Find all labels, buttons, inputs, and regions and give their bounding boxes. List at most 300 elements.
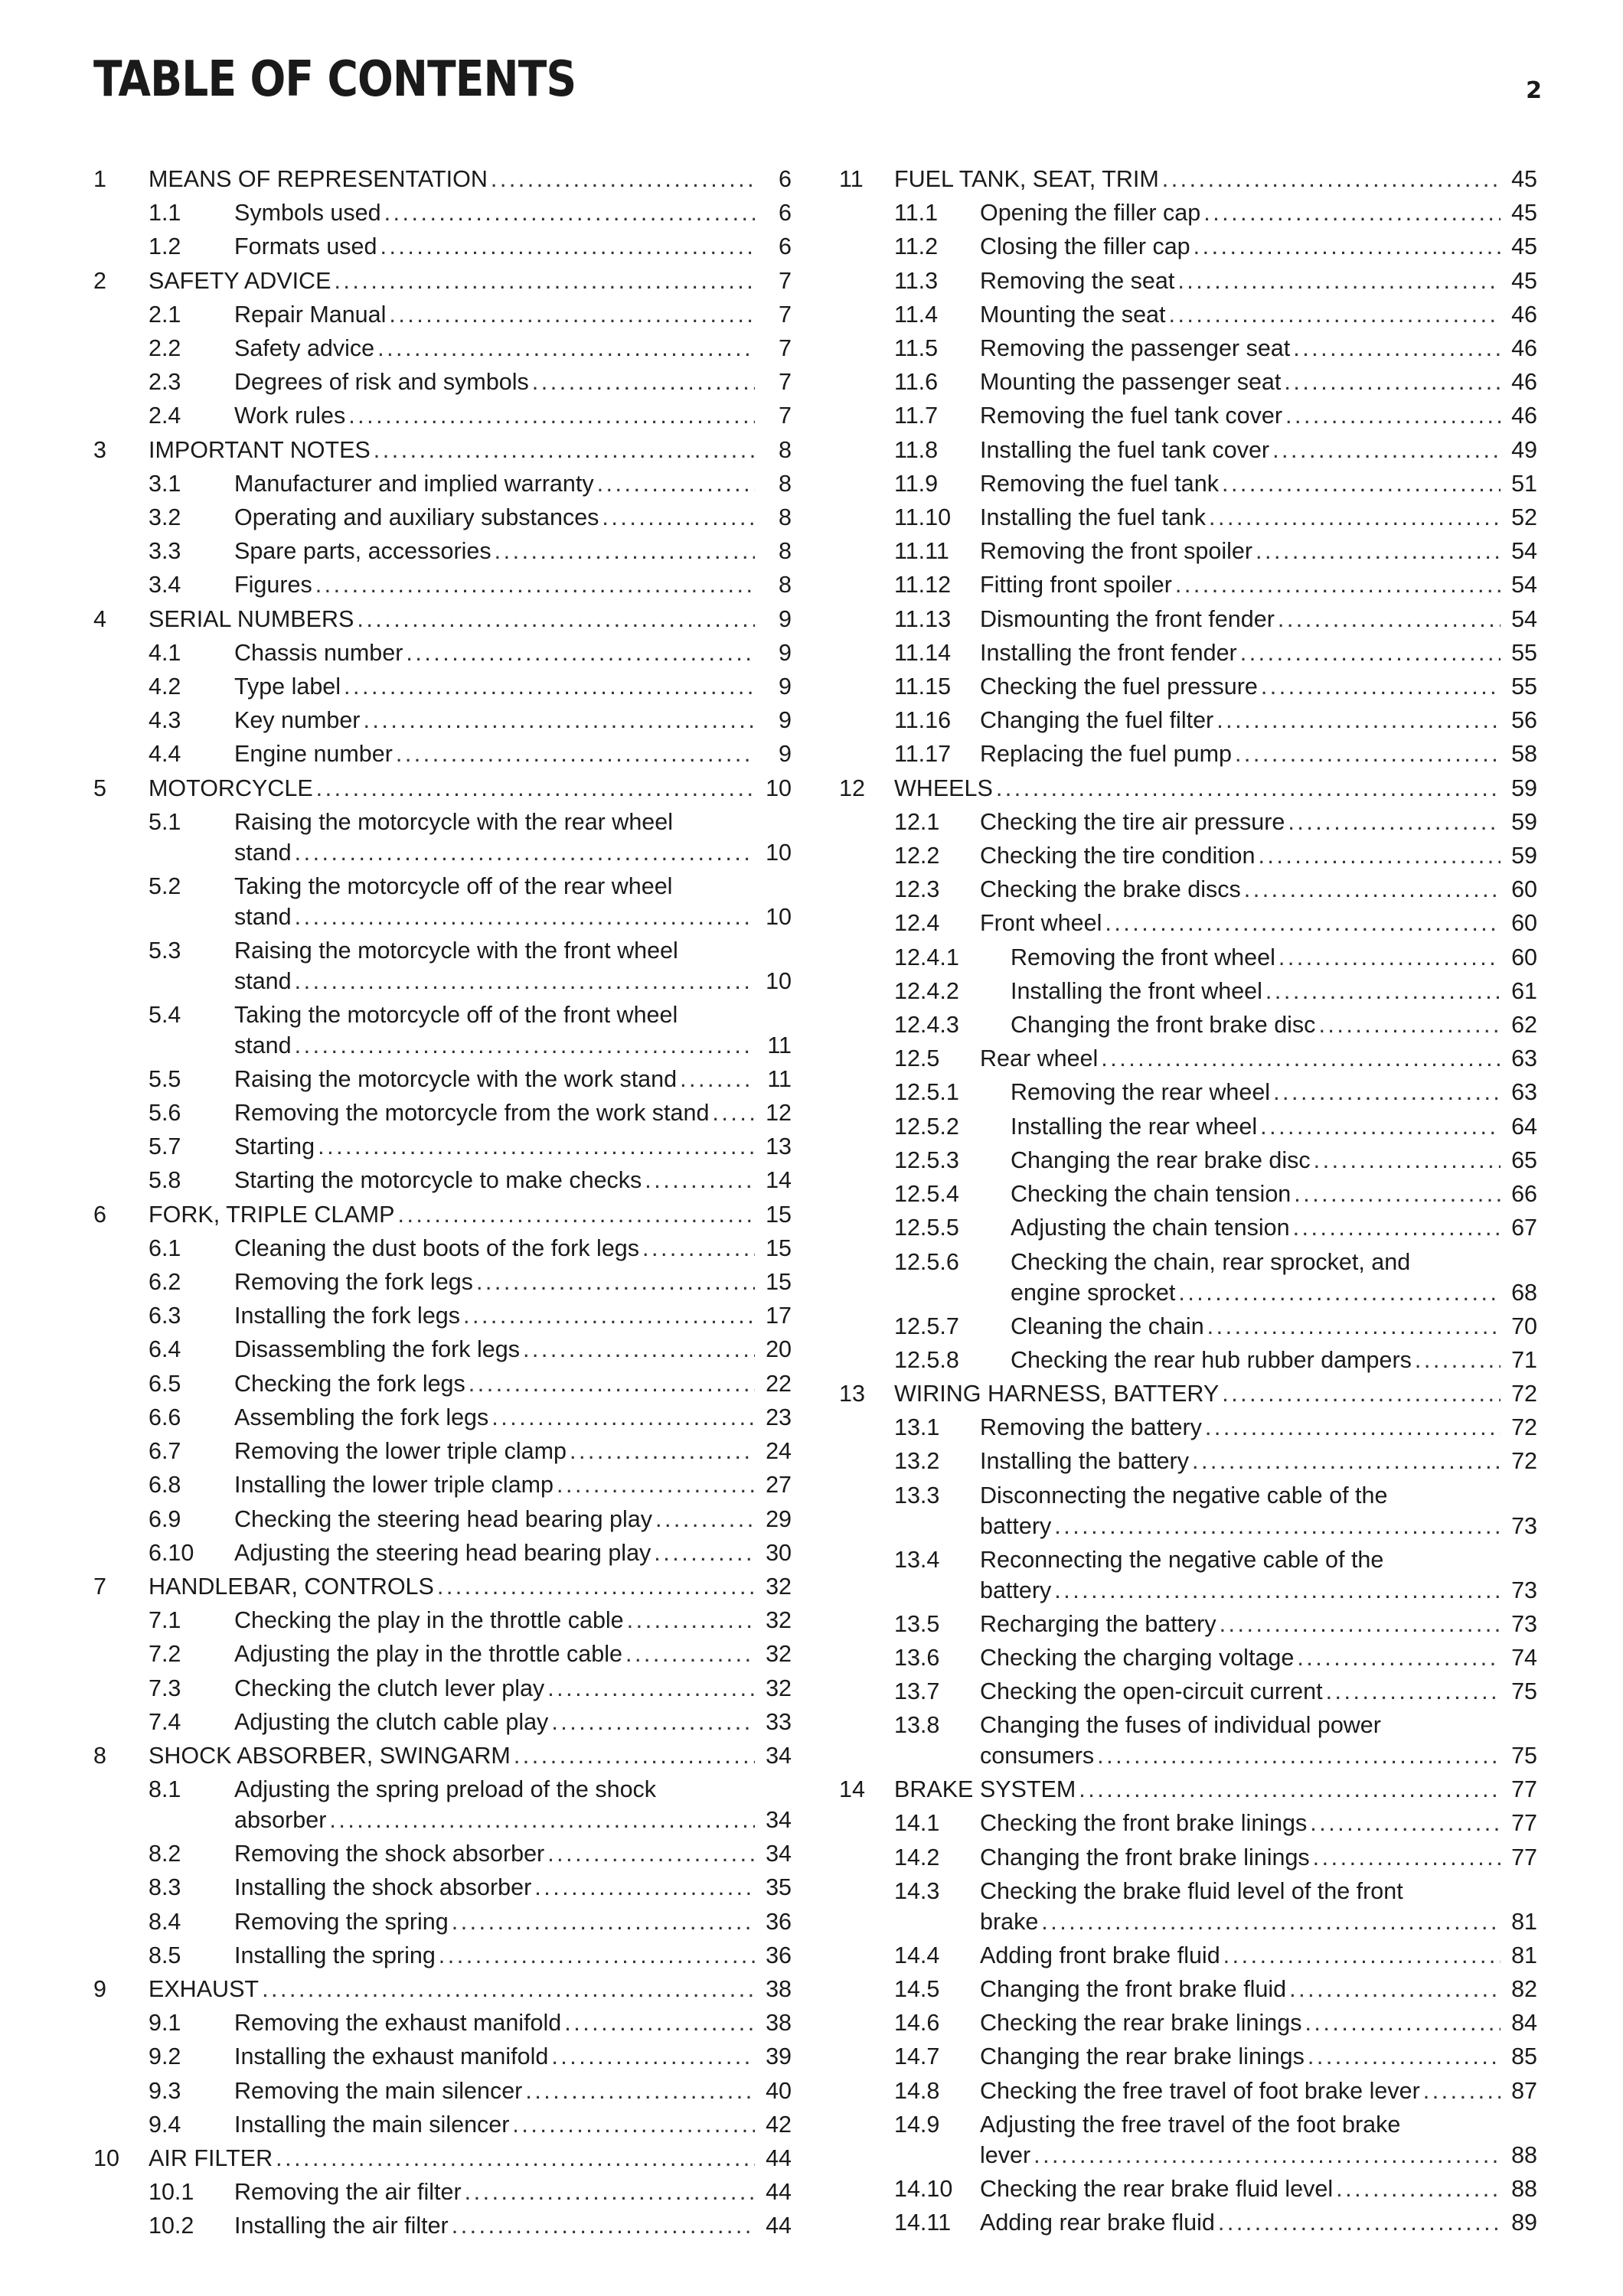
toc-entry[interactable] xyxy=(93,1231,792,1265)
toc-entry[interactable] xyxy=(839,2108,1537,2172)
toc-entry[interactable] xyxy=(839,467,1537,501)
toc-entry[interactable] xyxy=(839,331,1537,365)
toc-entry[interactable] xyxy=(93,1332,792,1366)
toc-entry-page: 54 xyxy=(1511,605,1537,632)
toc-entry-number: 3.4 xyxy=(149,572,181,598)
toc-entry[interactable] xyxy=(839,2206,1537,2239)
toc-entry[interactable] xyxy=(839,1411,1537,1444)
toc-entry-page: 8 xyxy=(779,436,792,463)
toc-entry-page: 32 xyxy=(766,1573,792,1600)
dot-leader xyxy=(1318,1008,1501,1042)
toc-entry-number: 14.4 xyxy=(894,1942,940,1968)
toc-entry[interactable] xyxy=(93,1367,792,1401)
toc-entry[interactable] xyxy=(839,1806,1537,1840)
toc-entry-title: Checking the tire air pressure xyxy=(980,808,1285,835)
toc-left-column xyxy=(93,162,792,2243)
toc-entry[interactable] xyxy=(93,1705,792,1739)
toc-entry[interactable] xyxy=(93,1163,792,1197)
toc-entry-page: 59 xyxy=(1511,843,1537,869)
toc-entry[interactable] xyxy=(839,1143,1537,1177)
toc-entry[interactable] xyxy=(93,703,792,737)
toc-entry[interactable] xyxy=(93,805,792,869)
toc-entry[interactable] xyxy=(93,602,792,636)
toc-entry-title: Mounting the passenger seat xyxy=(980,369,1282,396)
toc-entry-title: Adjusting the clutch cable play xyxy=(234,1708,549,1735)
toc-entry-title: Manufacturer and implied warranty xyxy=(234,470,594,497)
toc-entry[interactable] xyxy=(839,941,1537,974)
toc-entry-number: 11.5 xyxy=(894,335,939,362)
toc-entry-number: 1 xyxy=(93,166,106,192)
toc-entry-number: 14.7 xyxy=(894,2043,940,2070)
toc-entry-title: Checking the charging voltage xyxy=(980,1644,1295,1671)
toc-entry[interactable] xyxy=(839,1444,1537,1478)
toc-entry[interactable] xyxy=(839,1607,1537,1641)
toc-entry-title: Adjusting the free travel of the foot brake xyxy=(980,2111,1401,2138)
toc-entry[interactable] xyxy=(839,568,1537,602)
dot-leader xyxy=(547,1671,755,1705)
toc-entry[interactable] xyxy=(839,602,1537,636)
toc-entry[interactable] xyxy=(93,1972,792,2006)
toc-entry-title: Checking the rear hub rubber dampers xyxy=(1011,1346,1412,1373)
toc-entry[interactable] xyxy=(93,467,792,501)
dot-leader xyxy=(602,501,755,534)
toc-entry-number: 6.7 xyxy=(149,1438,181,1465)
toc-entry-number: 7 xyxy=(93,1573,106,1600)
toc-entry-page: 10 xyxy=(766,967,792,994)
toc-entry[interactable] xyxy=(839,1939,1537,1972)
toc-entry[interactable] xyxy=(839,1177,1537,1211)
toc-entry-title: Removing the motorcycle from the work stand xyxy=(234,1100,710,1127)
dot-leader xyxy=(1308,2040,1501,2073)
toc-entry[interactable] xyxy=(93,2006,792,2040)
toc-entry[interactable] xyxy=(93,196,792,230)
toc-entry-title: Installing the fork legs xyxy=(234,1303,460,1329)
dot-leader xyxy=(334,264,755,298)
toc-entry-page: 6 xyxy=(779,200,792,227)
toc-entry[interactable] xyxy=(839,1377,1537,1411)
toc-entry-page: 34 xyxy=(766,1807,792,1834)
toc-entry[interactable] xyxy=(839,1211,1537,1244)
toc-entry-title: Degrees of risk and symbols xyxy=(234,369,529,396)
toc-entry-title: Adjusting the spring preload of the shock xyxy=(234,1776,657,1803)
dot-leader xyxy=(1178,1277,1501,1308)
toc-entry-title: FORK, TRIPLE CLAMP xyxy=(149,1201,395,1228)
toc-entry-title: Checking the rear brake fluid level xyxy=(980,2175,1334,2202)
toc-entry-page: 10 xyxy=(766,839,792,866)
toc-entry-title: Checking the open-circuit current xyxy=(980,1678,1323,1704)
toc-entry[interactable] xyxy=(839,1972,1537,2006)
toc-entry-number: 3.2 xyxy=(149,504,181,531)
toc-entry[interactable] xyxy=(93,162,792,196)
dot-leader xyxy=(439,1939,755,1972)
toc-entry-title: Installing the shock absorber xyxy=(234,1874,532,1901)
toc-entry[interactable] xyxy=(93,2209,792,2242)
toc-entry[interactable] xyxy=(93,365,792,399)
toc-entry-number: 12.4.1 xyxy=(894,944,959,970)
toc-entry[interactable] xyxy=(93,568,792,602)
dot-leader xyxy=(452,2209,755,2242)
toc-entry-page: 14 xyxy=(766,1167,792,1194)
toc-entry-number: 4.1 xyxy=(149,639,181,666)
dot-leader xyxy=(564,2006,755,2040)
dot-leader xyxy=(1209,501,1501,534)
toc-entry[interactable] xyxy=(839,636,1537,670)
toc-entry[interactable] xyxy=(93,230,792,263)
toc-entry-number: 11.1 xyxy=(894,200,939,227)
toc-entry-title: Closing the filler cap xyxy=(980,233,1190,260)
toc-entry-page: 7 xyxy=(779,301,792,328)
toc-entry[interactable] xyxy=(839,670,1537,703)
toc-entry-page: 54 xyxy=(1511,538,1537,565)
toc-entry-title: Disconnecting the negative cable of the xyxy=(980,1482,1388,1508)
dot-leader xyxy=(642,1231,755,1265)
toc-entry-number: 4.2 xyxy=(149,673,181,700)
toc-entry[interactable] xyxy=(839,872,1537,906)
dot-leader xyxy=(532,365,755,399)
toc-entry[interactable] xyxy=(839,399,1537,432)
toc-entry[interactable] xyxy=(93,1570,792,1603)
toc-entry[interactable] xyxy=(93,1603,792,1637)
toc-entry[interactable] xyxy=(839,298,1537,331)
dot-leader xyxy=(1220,1607,1501,1641)
toc-entry[interactable] xyxy=(93,1130,792,1163)
toc-entry-page: 44 xyxy=(766,2179,792,2206)
toc-entry[interactable] xyxy=(839,839,1537,872)
toc-entry-page: 81 xyxy=(1511,1942,1537,1968)
toc-entry-title-continued: battery xyxy=(980,1577,1052,1603)
toc-entry[interactable] xyxy=(93,2074,792,2108)
dot-leader xyxy=(712,1096,755,1130)
toc-entry[interactable] xyxy=(93,1096,792,1130)
dot-leader xyxy=(1258,839,1501,872)
toc-entry-page: 8 xyxy=(779,470,792,497)
toc-entry-number: 11 xyxy=(839,166,864,192)
toc-entry[interactable] xyxy=(93,1536,792,1570)
toc-entry[interactable] xyxy=(839,1874,1537,1939)
toc-entry-page: 73 xyxy=(1511,1610,1537,1637)
toc-entry-page: 60 xyxy=(1511,876,1537,903)
toc-entry-title: Checking the fuel pressure xyxy=(980,673,1258,700)
dot-leader xyxy=(1293,1211,1501,1244)
toc-entry[interactable] xyxy=(93,1434,792,1468)
toc-right-column xyxy=(839,162,1537,2239)
toc-entry-title: Mounting the seat xyxy=(980,301,1166,328)
dot-leader xyxy=(645,1163,755,1197)
toc-entry-number: 12.2 xyxy=(894,843,940,869)
dot-leader xyxy=(1260,1110,1501,1143)
toc-entry-title: Checking the free travel of foot brake lever xyxy=(980,2077,1420,2104)
toc-entry-number: 14.10 xyxy=(894,2175,953,2202)
toc-entry[interactable] xyxy=(839,1773,1537,1806)
toc-entry-title: Checking the rear brake linings xyxy=(980,2010,1302,2037)
dot-leader xyxy=(363,703,755,737)
toc-entry-page: 58 xyxy=(1511,741,1537,768)
toc-entry[interactable] xyxy=(93,501,792,534)
toc-entry[interactable] xyxy=(93,2141,792,2175)
toc-entry-number: 12.4.3 xyxy=(894,1012,959,1039)
toc-entry-number: 14.11 xyxy=(894,2209,952,2236)
toc-entry-number: 2.1 xyxy=(149,301,181,328)
toc-entry[interactable] xyxy=(93,298,792,331)
dot-leader xyxy=(1273,1075,1501,1109)
toc-entry-title-continued: consumers xyxy=(980,1743,1095,1769)
toc-entry-page: 24 xyxy=(766,1438,792,1465)
toc-entry-number: 5.6 xyxy=(149,1100,181,1127)
toc-entry[interactable] xyxy=(93,636,792,670)
toc-entry[interactable] xyxy=(93,1939,792,1972)
toc-entry-number: 14.6 xyxy=(894,2010,940,2037)
toc-entry[interactable] xyxy=(839,365,1537,399)
toc-entry[interactable] xyxy=(839,703,1537,737)
dot-leader xyxy=(344,670,755,703)
toc-entry[interactable] xyxy=(839,1641,1537,1675)
toc-entry-page: 60 xyxy=(1511,944,1537,970)
toc-entry[interactable] xyxy=(93,1870,792,1904)
toc-entry-page: 20 xyxy=(766,1336,792,1363)
toc-entry[interactable] xyxy=(839,1008,1537,1042)
toc-entry[interactable] xyxy=(93,1837,792,1870)
toc-entry[interactable] xyxy=(839,1343,1537,1377)
toc-entry[interactable] xyxy=(839,1245,1537,1309)
dot-leader xyxy=(1244,872,1501,906)
toc-entry-title: MOTORCYCLE xyxy=(149,775,313,801)
toc-entry[interactable] xyxy=(839,2074,1537,2108)
toc-entry-page: 7 xyxy=(779,267,792,294)
toc-entry-page: 77 xyxy=(1511,1844,1537,1870)
dot-leader xyxy=(680,1062,755,1096)
toc-entry-page: 75 xyxy=(1511,1678,1537,1704)
dot-leader xyxy=(1168,298,1501,331)
toc-entry-title: Checking the front brake linings xyxy=(980,1810,1308,1837)
toc-entry-title-continued: battery xyxy=(980,1512,1052,1539)
toc-entry-title: Checking the clutch lever play xyxy=(234,1675,545,1701)
toc-entry-page: 63 xyxy=(1511,1045,1537,1072)
toc-entry[interactable] xyxy=(93,433,792,467)
toc-entry[interactable] xyxy=(839,2040,1537,2073)
toc-entry-number: 10 xyxy=(93,2144,119,2171)
toc-entry[interactable] xyxy=(839,906,1537,940)
dot-leader xyxy=(348,399,755,432)
toc-entry-title: Engine number xyxy=(234,741,393,768)
toc-entry-page: 46 xyxy=(1511,403,1537,429)
dot-leader xyxy=(295,837,755,868)
toc-entry[interactable] xyxy=(839,1543,1537,1607)
toc-entry-page: 89 xyxy=(1511,2209,1537,2236)
toc-entry-page: 71 xyxy=(1511,1346,1537,1373)
dot-leader xyxy=(1194,230,1501,263)
toc-entry[interactable] xyxy=(93,534,792,568)
toc-entry-title: Key number xyxy=(234,707,361,734)
dot-leader xyxy=(1054,1575,1501,1606)
toc-entry-number: 12.5.1 xyxy=(894,1079,959,1106)
dot-leader xyxy=(1305,2006,1501,2040)
toc-entry[interactable] xyxy=(839,1708,1537,1773)
dot-leader xyxy=(1175,568,1501,602)
toc-entry[interactable] xyxy=(839,771,1537,805)
toc-entry-page: 9 xyxy=(779,707,792,734)
dot-leader xyxy=(1272,433,1501,467)
toc-entry-number: 14.1 xyxy=(894,1810,940,1837)
dot-leader xyxy=(523,1332,755,1366)
toc-entry-number: 13.1 xyxy=(894,1414,940,1441)
toc-entry[interactable] xyxy=(93,2175,792,2209)
toc-entry[interactable] xyxy=(839,1042,1537,1075)
toc-entry-number: 4 xyxy=(93,605,106,632)
toc-entry[interactable] xyxy=(839,1309,1537,1343)
toc-entry[interactable] xyxy=(93,1468,792,1502)
toc-entry-title: Removing the spring xyxy=(234,1908,449,1935)
toc-entry-number: 12.5.6 xyxy=(894,1248,959,1275)
toc-entry[interactable] xyxy=(839,230,1537,263)
toc-entry-page: 38 xyxy=(766,2010,792,2037)
toc-entry-title: Checking the chain tension xyxy=(1011,1181,1292,1208)
toc-entry-number: 14.2 xyxy=(894,1844,940,1870)
toc-entry[interactable] xyxy=(839,1479,1537,1543)
toc-entry-number: 2.3 xyxy=(149,369,181,396)
toc-entry[interactable] xyxy=(93,737,792,771)
toc-entry-page: 32 xyxy=(766,1675,792,1701)
toc-entry-number: 7.4 xyxy=(149,1708,181,1735)
toc-entry-page: 85 xyxy=(1511,2043,1537,2070)
dot-leader xyxy=(1294,1177,1501,1211)
toc-entry[interactable] xyxy=(839,1110,1537,1143)
toc-entry-number: 12.3 xyxy=(894,876,940,903)
toc-entry[interactable] xyxy=(93,934,792,998)
toc-entry[interactable] xyxy=(93,1062,792,1096)
toc-entry[interactable] xyxy=(839,1675,1537,1708)
toc-entry-page: 72 xyxy=(1511,1448,1537,1475)
toc-entry[interactable] xyxy=(839,1841,1537,1874)
dot-leader xyxy=(1203,196,1501,230)
toc-entry[interactable] xyxy=(93,399,792,432)
toc-entry[interactable] xyxy=(93,1299,792,1332)
toc-entry[interactable] xyxy=(839,2006,1537,2040)
toc-entry[interactable] xyxy=(93,1671,792,1705)
toc-entry-title: Dismounting the front fender xyxy=(980,605,1275,632)
toc-entry-page: 66 xyxy=(1511,1181,1537,1208)
toc-entry-title: Changing the front brake linings xyxy=(980,1844,1310,1870)
dot-leader xyxy=(491,1401,755,1434)
dot-leader xyxy=(491,162,755,196)
toc-entry[interactable] xyxy=(93,264,792,298)
toc-entry[interactable] xyxy=(93,1773,792,1837)
toc-entry-title: MEANS OF REPRESENTATION xyxy=(149,166,488,192)
toc-entry[interactable] xyxy=(93,2040,792,2073)
dot-leader xyxy=(384,196,755,230)
toc-entry-page: 15 xyxy=(766,1234,792,1261)
dot-leader xyxy=(1041,1906,1501,1937)
dot-leader xyxy=(276,2141,755,2175)
dot-leader xyxy=(295,966,755,996)
toc-entry[interactable] xyxy=(839,196,1537,230)
toc-entry-title: Removing the front wheel xyxy=(1011,944,1275,970)
toc-entry[interactable] xyxy=(839,2172,1537,2206)
toc-entry-number: 6.2 xyxy=(149,1269,181,1296)
toc-entry-page: 49 xyxy=(1511,436,1537,463)
toc-entry-page: 77 xyxy=(1511,1810,1537,1837)
toc-entry-title: Starting xyxy=(234,1133,315,1160)
toc-entry[interactable] xyxy=(839,264,1537,298)
dot-leader xyxy=(1222,1377,1501,1411)
toc-entry-title: Formats used xyxy=(234,233,377,260)
toc-entry[interactable] xyxy=(93,1739,792,1773)
dot-leader xyxy=(295,1030,755,1061)
toc-entry-page: 46 xyxy=(1511,335,1537,362)
dot-leader xyxy=(1314,1143,1501,1177)
toc-entry[interactable] xyxy=(93,1265,792,1299)
toc-entry-number: 5.7 xyxy=(149,1133,181,1160)
dot-leader xyxy=(1223,1939,1501,1972)
dot-leader xyxy=(380,230,755,263)
toc-entry-title: Installing the rear wheel xyxy=(1011,1113,1258,1140)
toc-entry[interactable] xyxy=(93,1637,792,1671)
dot-leader xyxy=(1415,1343,1501,1377)
dot-leader xyxy=(1278,941,1501,974)
dot-leader xyxy=(1423,2074,1501,2108)
dot-leader xyxy=(315,568,755,602)
toc-entry-number: 8.4 xyxy=(149,1908,181,1935)
toc-entry[interactable] xyxy=(839,433,1537,467)
toc-entry-number: 3.1 xyxy=(149,470,181,497)
dot-leader xyxy=(1105,906,1501,940)
toc-entry-title-continued: stand xyxy=(234,903,292,930)
dot-leader xyxy=(1288,805,1501,839)
toc-entry[interactable] xyxy=(839,805,1537,839)
toc-entry[interactable] xyxy=(93,670,792,703)
toc-entry-page: 70 xyxy=(1511,1313,1537,1339)
dot-leader xyxy=(397,1198,755,1231)
toc-entry[interactable] xyxy=(93,869,792,934)
dot-leader xyxy=(597,467,755,501)
toc-entry-number: 11.12 xyxy=(894,572,952,598)
toc-entry-page: 59 xyxy=(1511,808,1537,835)
toc-entry[interactable] xyxy=(839,534,1537,568)
dot-leader xyxy=(627,1603,755,1637)
dot-leader xyxy=(316,771,755,805)
toc-entry-number: 6 xyxy=(93,1201,106,1228)
toc-entry-title: Symbols used xyxy=(234,200,381,227)
toc-entry[interactable] xyxy=(93,1198,792,1231)
toc-entry[interactable] xyxy=(839,1075,1537,1109)
toc-entry-number: 8.5 xyxy=(149,1942,181,1968)
toc-entry-page: 63 xyxy=(1511,1079,1537,1106)
toc-entry-number: 10.1 xyxy=(149,2179,194,2206)
toc-entry[interactable] xyxy=(93,331,792,365)
dot-leader xyxy=(1297,1641,1501,1675)
toc-entry-page: 45 xyxy=(1511,233,1537,260)
toc-entry[interactable] xyxy=(93,1401,792,1434)
toc-entry[interactable] xyxy=(93,2108,792,2141)
dot-leader xyxy=(1278,602,1501,636)
toc-entry-number: 11.16 xyxy=(894,707,952,734)
toc-entry-number: 11.14 xyxy=(894,639,952,666)
dot-leader xyxy=(525,2074,755,2108)
toc-entry-number: 6.10 xyxy=(149,1539,194,1566)
toc-entry-page: 56 xyxy=(1511,707,1537,734)
dot-leader xyxy=(1240,636,1501,670)
toc-entry[interactable] xyxy=(839,974,1537,1008)
toc-entry[interactable] xyxy=(839,162,1537,196)
toc-entry[interactable] xyxy=(839,737,1537,771)
toc-entry-title: Checking the play in the throttle cable xyxy=(234,1607,624,1634)
toc-entry[interactable] xyxy=(93,1502,792,1536)
toc-entry-title: Cleaning the chain xyxy=(1011,1313,1204,1339)
toc-entry[interactable] xyxy=(93,1905,792,1939)
toc-entry[interactable] xyxy=(839,501,1537,534)
toc-entry[interactable] xyxy=(93,998,792,1062)
toc-entry-page: 87 xyxy=(1511,2077,1537,2104)
toc-entry[interactable] xyxy=(93,771,792,805)
